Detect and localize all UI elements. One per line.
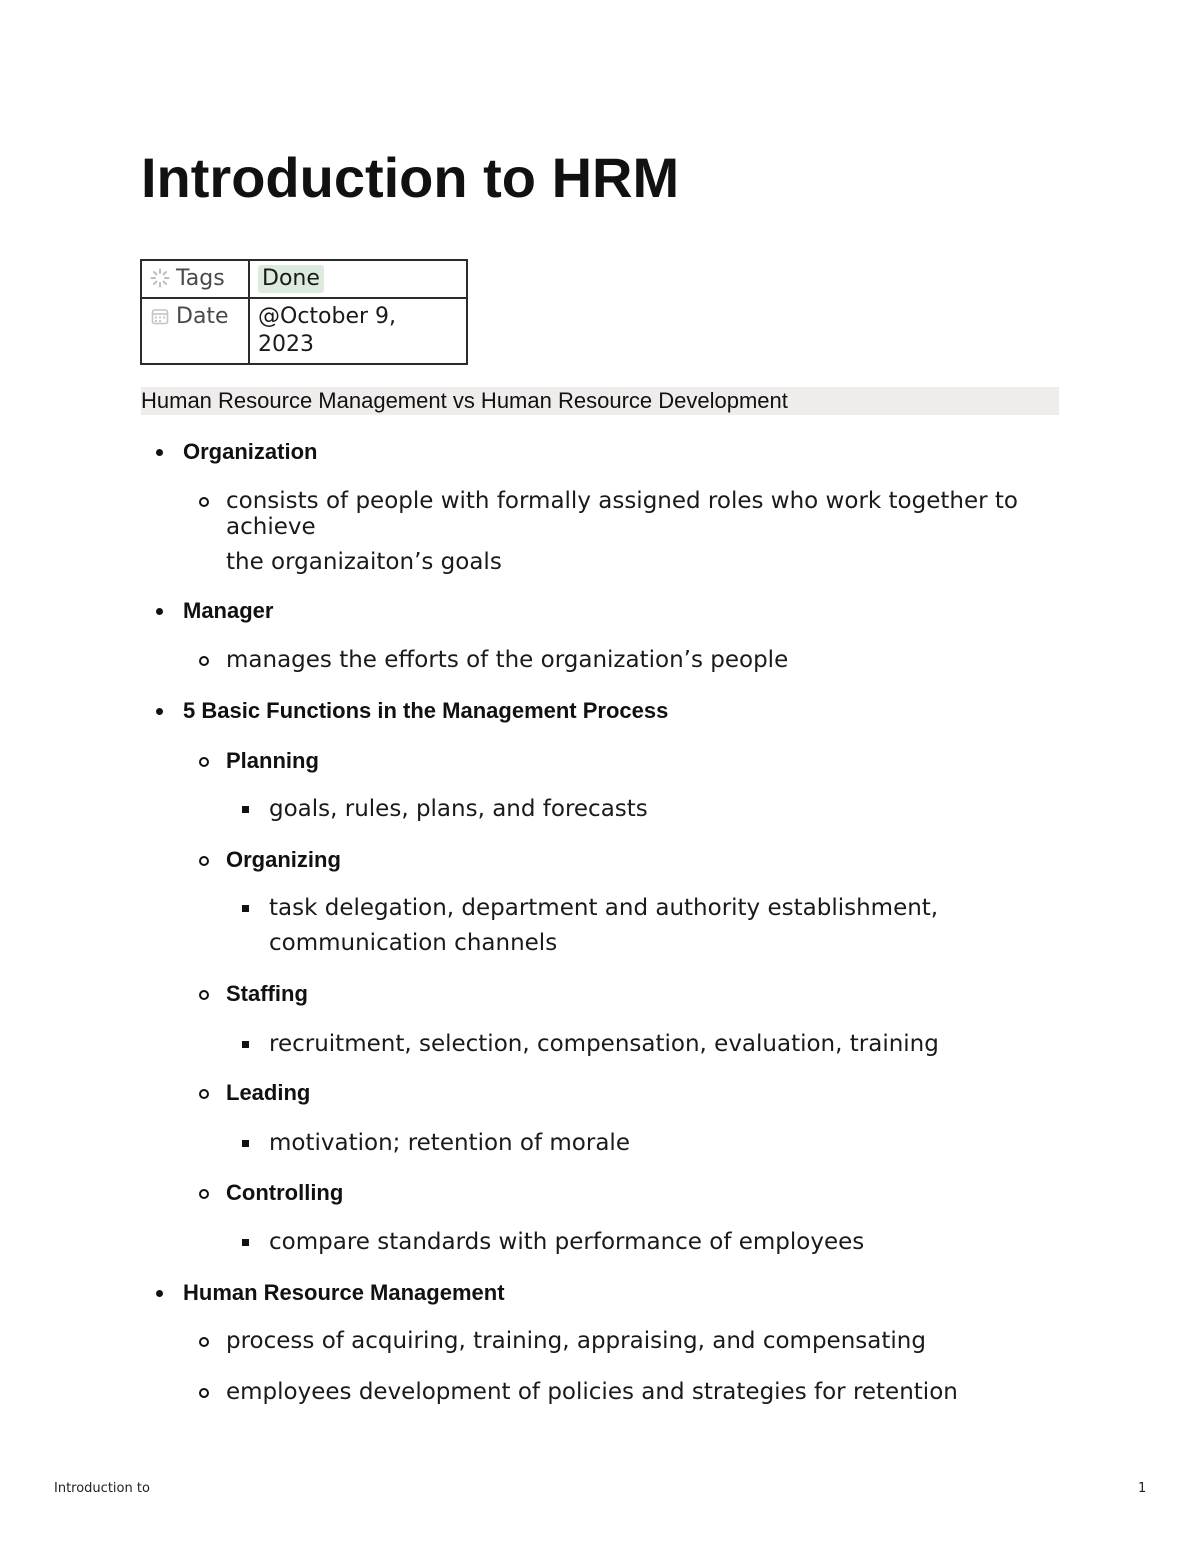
organization-definition-line-1: consists of people with formally assigned roles who work together to <box>226 488 1018 514</box>
hollow-bullet-icon <box>199 1089 209 1099</box>
footer-title: Introduction to <box>54 1481 150 1496</box>
status-badge[interactable]: Done <box>258 265 324 293</box>
item-manager: Manager <box>183 598 274 623</box>
hrm-definition-1: process of acquiring, training, appraising, and compensating <box>226 1328 926 1354</box>
item-controlling: Controlling <box>226 1180 344 1205</box>
organization-definition-line-2: achieve <box>226 514 316 540</box>
planning-definition: goals, rules, plans, and forecasts <box>269 796 648 822</box>
item-organization: Organization <box>183 439 318 464</box>
property-label-tags: Tags <box>176 266 225 291</box>
date-value-line-2: 2023 <box>258 332 314 357</box>
property-value-tags <box>249 260 467 298</box>
property-row-tags <box>141 260 467 298</box>
square-bullet-icon <box>242 905 249 912</box>
bullet-icon <box>156 608 163 615</box>
bullet-icon <box>156 708 163 715</box>
square-bullet-icon <box>242 806 249 813</box>
page-title: Introduction to HRM <box>141 146 680 209</box>
section-heading: Human Resource Management vs Human Resource Development <box>141 387 1059 415</box>
calendar-icon <box>150 306 170 326</box>
item-basic-functions: 5 Basic Functions in the Management Process <box>183 698 669 723</box>
bullet-icon <box>156 449 163 456</box>
manager-definition: manages the efforts of the organization’s people <box>226 647 789 673</box>
properties-table <box>140 259 468 365</box>
hollow-bullet-icon <box>199 990 209 1000</box>
property-key-tags <box>141 260 249 298</box>
item-organizing: Organizing <box>226 847 341 872</box>
hrm-definition-2: employees development of policies and strategies for retention <box>226 1379 958 1405</box>
loading-spinner-icon <box>150 268 170 288</box>
hollow-bullet-icon <box>199 656 209 666</box>
property-row-date <box>141 298 467 364</box>
hollow-bullet-icon <box>199 757 209 767</box>
organizing-definition-line-2: communication channels <box>269 930 558 956</box>
property-value-date <box>249 298 467 364</box>
controlling-definition: compare standards with performance of employees <box>269 1229 865 1255</box>
square-bullet-icon <box>242 1239 249 1246</box>
hollow-bullet-icon <box>199 497 209 507</box>
page-number: 1 <box>1138 1481 1147 1496</box>
square-bullet-icon <box>242 1140 249 1147</box>
organization-definition-line-3: the organizaiton’s goals <box>226 549 502 575</box>
property-label-date: Date <box>176 304 229 329</box>
item-hrm: Human Resource Management <box>183 1280 505 1305</box>
property-key-date <box>141 298 249 364</box>
item-planning: Planning <box>226 748 319 773</box>
organizing-definition-line-1: task delegation, department and authority establishment, <box>269 895 939 921</box>
hollow-bullet-icon <box>199 1189 209 1199</box>
item-staffing: Staffing <box>226 981 308 1006</box>
hollow-bullet-icon <box>199 856 209 866</box>
date-value-line-1: @October 9, <box>258 304 397 329</box>
square-bullet-icon <box>242 1041 249 1048</box>
hollow-bullet-icon <box>199 1388 209 1398</box>
leading-definition: motivation; retention of morale <box>269 1130 630 1156</box>
staffing-definition: recruitment, selection, compensation, evaluation, training <box>269 1031 939 1057</box>
hollow-bullet-icon <box>199 1337 209 1347</box>
bullet-icon <box>156 1290 163 1297</box>
item-leading: Leading <box>226 1080 311 1105</box>
